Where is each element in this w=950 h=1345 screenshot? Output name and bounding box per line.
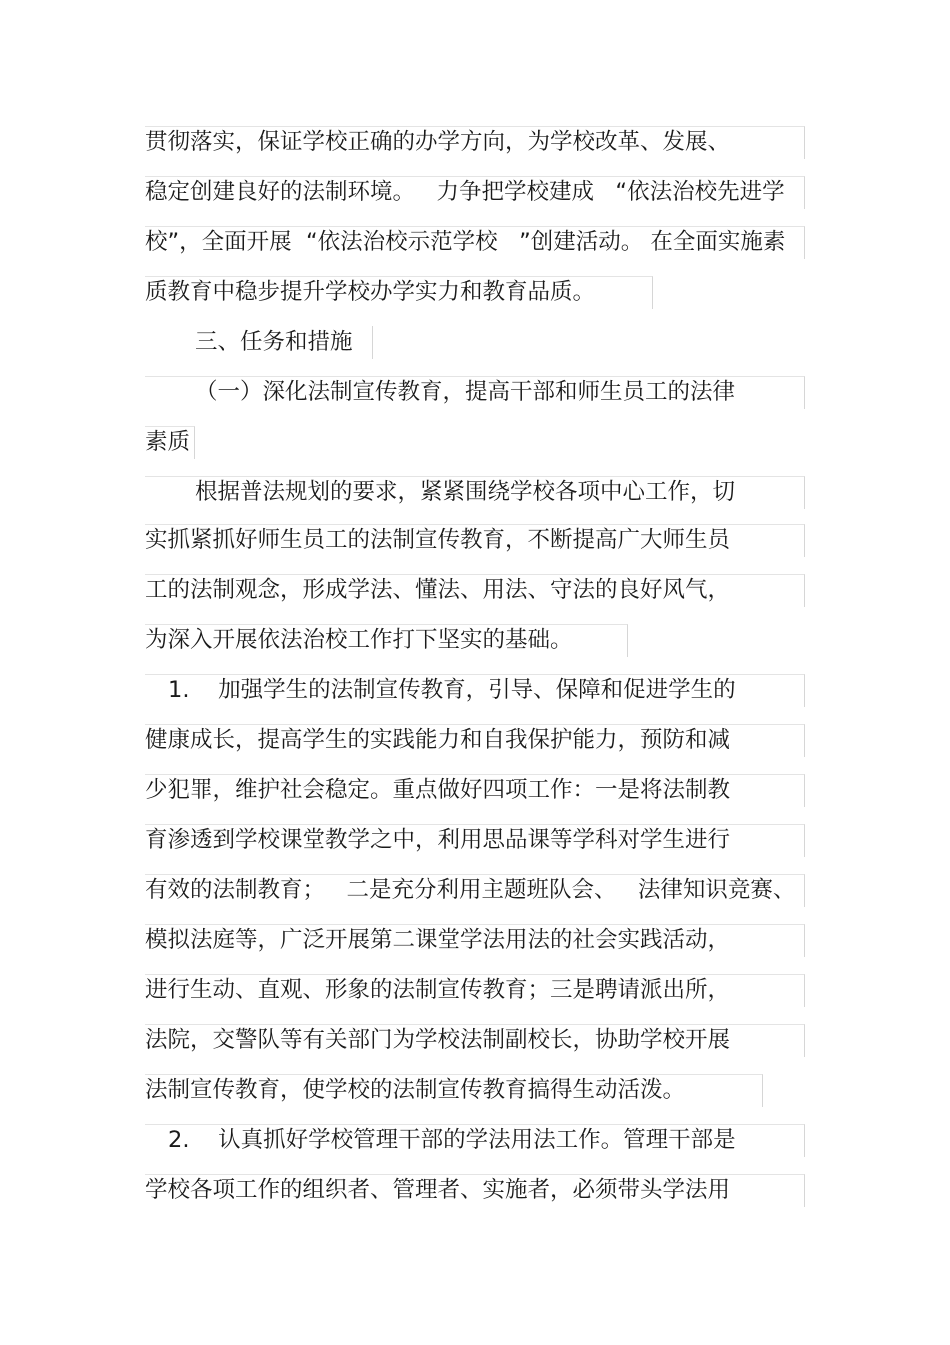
body-line: 工的法制观念，形成学法、懂法、用法、守法的良好风气， (145, 577, 731, 603)
body-line: 质教育中稳步提升学校办学实力和教育品质。 (145, 279, 596, 305)
body-line: 稳定创建良好的法制环境。 力争把学校建成 “依法治校先进学 (145, 179, 785, 205)
body-line: 为深入开展依法治校工作打下坚实的基础。 (145, 627, 573, 653)
section-heading: 三、任务和措施 (195, 329, 353, 355)
body-line: 根据普法规划的要求，紧紧围绕学校各项中心工作，切 (195, 479, 736, 505)
body-line: 校”，全面开展 “依法治校示范学校 ”创建活动。 在全面实施素 (145, 229, 786, 255)
body-line: 法制宣传教育，使学校的法制宣传教育搞得生动活泼。 (145, 1077, 686, 1103)
list-item-1: 1. 加强学生的法制宣传教育，引导、保障和促进学生的 (168, 677, 736, 703)
body-line: 有效的法制教育； 二是充分利用主题班队会、 法律知识竞赛、 (145, 877, 796, 903)
body-line: 模拟法庭等，广泛开展第二课堂学法用法的社会实践活动， (145, 927, 731, 953)
body-line: 少犯罪，维护社会稳定。重点做好四项工作：一是将法制教 (145, 777, 731, 803)
body-line: 法院，交警队等有关部门为学校法制副校长，协助学校开展 (145, 1027, 731, 1053)
body-line: 健康成长，提高学生的实践能力和自我保护能力，预防和减 (145, 727, 731, 753)
subsection-heading-cont: 素质 (145, 429, 191, 455)
subsection-heading: （一）深化法制宣传教育，提高干部和师生员工的法律 (195, 379, 736, 405)
body-line: 育渗透到学校课堂教学之中，利用思品课等学科对学生进行 (145, 827, 731, 853)
body-line: 学校各项工作的组织者、管理者、实施者，必须带头学法用 (145, 1177, 731, 1203)
body-line: 进行生动、直观、形象的法制宣传教育；三是聘请派出所， (145, 977, 731, 1003)
list-item-2: 2. 认真抓好学校管理干部的学法用法工作。管理干部是 (168, 1127, 736, 1153)
body-line: 实抓紧抓好师生员工的法制宣传教育，不断提高广大师生员 (145, 527, 731, 553)
body-line: 贯彻落实，保证学校正确的办学方向，为学校改革、发展、 (145, 129, 731, 155)
